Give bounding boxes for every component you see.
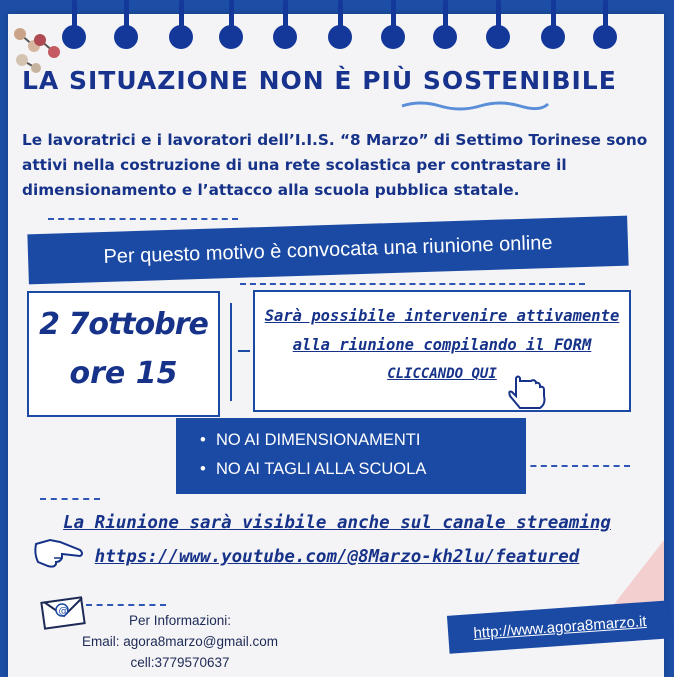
divider [86,604,166,606]
form-link[interactable]: CLICCANDO QUI [387,366,497,382]
binder-ring [168,0,194,52]
no-list-item: • NO AI TAGLI ALLA SCUOLA [216,455,526,484]
headline: LA SITUAZIONE NON È PIÙ SOSTENIBILE [22,66,617,95]
meeting-banner: Per questo motivo è convocata una riunione online [27,216,628,285]
binder-ring [272,0,298,52]
divider [520,465,630,467]
stream-text: La Riunione sarà visibile anche sul canale streaming [63,513,611,533]
form-text-line1: Sarà possibile intervenire attivamente [264,307,620,325]
no-list-item: • NO AI DIMENSIONAMENTI [216,426,526,455]
meeting-date: 2 7ottobre [39,307,208,342]
pointing-hand-icon [32,534,84,574]
binder-ring [432,0,458,52]
website-link[interactable]: http://www.agora8marzo.it [447,600,673,654]
divider [40,498,100,500]
bracket-line [230,303,242,401]
stream-section [0,506,674,574]
info-phone: cell:3779570637 [130,655,230,670]
divider [240,283,585,285]
binder-ring [113,0,139,52]
no-list-box [176,418,526,494]
binder-ring [327,0,353,52]
intro-text: Le lavoratrici e i lavoratori dell’I.I.S. “8 Marzo” di Settimo Torinese sono attivi nella costruzione di una rete scolastica per contrastare il dimensionamento e l’attacco alla scuola pubblica statale. [22,131,648,199]
svg-text:@: @ [58,606,69,617]
divider [48,218,238,220]
meeting-time: ore 15 [69,356,178,391]
binder-ring [592,0,618,52]
contact-info [0,610,360,673]
no-list [176,418,526,484]
form-box [253,290,631,412]
binder-ring [540,0,566,52]
pointing-hand-icon [506,374,550,414]
headline-underline [400,98,550,112]
bracket-tick [238,350,250,352]
binder-ring [218,0,244,52]
binder-ring [380,0,406,52]
info-email[interactable]: Email: agora8marzo@gmail.com [81,634,279,649]
date-box [27,291,220,417]
stream-link[interactable]: https://www.youtube.com/@8Marzo-kh2lu/featured [94,547,580,567]
form-text-line2: alla riunione compilando il FORM [292,336,592,354]
binder-ring [485,0,511,52]
info-title: Per Informazioni: [128,613,232,628]
